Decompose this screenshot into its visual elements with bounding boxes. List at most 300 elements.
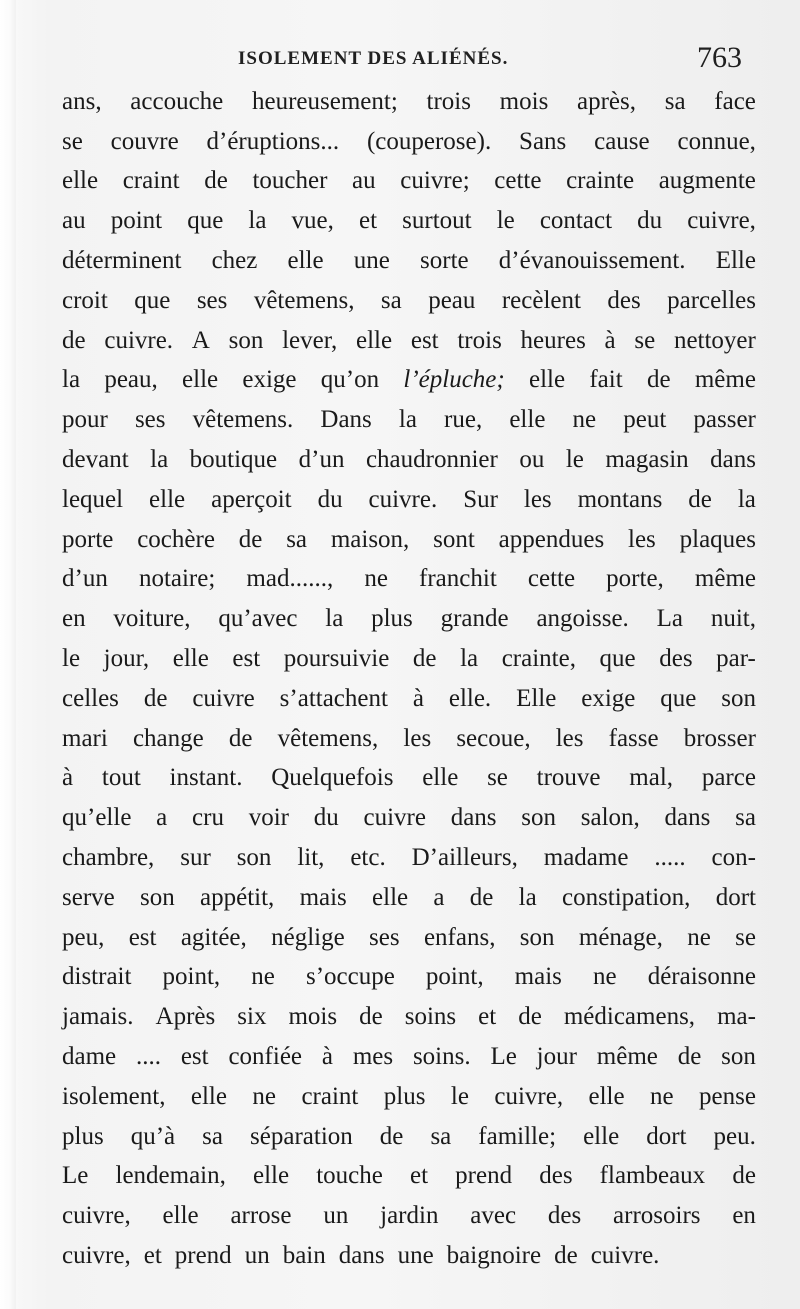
word: même [694,565,756,593]
word: elle [287,247,324,275]
word: chez [211,247,258,275]
word: plus [383,1082,426,1110]
word: .... [135,1043,161,1071]
word: elle [422,764,459,792]
word: montans [577,485,663,513]
word: nuit, [710,605,756,633]
word: du [313,804,339,832]
text-line [62,719,756,759]
word: mad......, [246,565,334,593]
word: craint [301,1082,359,1110]
word: maison, [330,525,410,553]
word: d’un [298,446,345,474]
word: se [487,764,508,792]
word: La [656,605,683,633]
word: grande [440,605,509,633]
page-left-edge [0,0,16,1309]
word: mais [299,883,347,911]
word: baignoire [446,1242,542,1269]
word: dans [450,804,497,832]
word: (couperose). [366,127,492,155]
word: plus [371,605,413,633]
word: ses [369,923,400,951]
word: croit [62,286,108,314]
text-line [62,1157,756,1197]
word: son [521,804,557,832]
word: de [677,1043,702,1071]
word: elle [372,883,409,911]
word: la [248,207,267,235]
word: à [604,326,616,354]
word: lever, [282,326,338,354]
word: elle [190,1082,227,1110]
word: Dans [320,406,372,434]
word: de [379,1122,404,1150]
word: est [410,326,439,354]
word: exige [242,366,297,394]
word: point, [162,963,221,991]
word: parce [701,764,756,792]
word: trouve [536,764,601,792]
word: chaudronnier [365,446,498,474]
text-line [62,599,756,639]
word: et [143,1242,162,1269]
word: sont [433,525,475,553]
word: à [412,684,424,712]
word: ne [364,565,388,593]
word: que [599,645,636,673]
body-text [62,82,756,1276]
word: devant [62,446,129,474]
text-line [62,520,756,560]
word: de [732,1162,756,1190]
word: ne [687,923,711,951]
word: dans [710,446,756,474]
word: dame [62,1043,117,1071]
word: sa [286,525,308,553]
word: à [62,764,74,792]
word: de [518,1003,542,1031]
word: de [359,1003,383,1031]
word: enfans, [423,923,496,951]
word: se [62,127,83,155]
word: elle [149,485,186,513]
word: peu. [713,1122,756,1150]
word: cette [527,565,576,593]
word: ménage, [578,923,663,951]
word: dort [646,1122,687,1150]
word: elle. [448,684,492,712]
word: Après [155,1003,216,1031]
word: nettoyer [673,326,756,354]
word: de [204,167,228,195]
word: crainte [566,167,635,195]
word: isolement, [62,1082,166,1110]
word: elle [253,1162,290,1190]
word: cuivre, [62,1242,131,1269]
word: toucher [252,167,328,195]
word: elle [509,406,546,434]
word: son [721,1043,756,1071]
word: sur [180,844,211,872]
word: est [180,1043,209,1071]
word: con- [711,844,756,872]
word: médicamens, [563,1003,696,1031]
word: jour [536,1043,577,1071]
word: se [634,326,656,354]
word: cuivre. [104,326,174,354]
word: cause [594,127,650,155]
word: la [737,485,756,513]
word: Elle [715,247,756,275]
word: même [596,1043,658,1071]
word: exige [581,684,636,712]
word: vêtemens, [277,724,379,752]
word: elle [529,366,566,394]
word: son [228,326,264,354]
word: même [694,366,756,394]
word: le [450,1082,469,1110]
word: recèlent [501,286,581,314]
word: craint [122,167,180,195]
word: la [150,446,169,474]
word: lendemain, [115,1162,226,1190]
word: qu’elle [62,804,132,832]
word: jamais. [62,1003,134,1031]
word: passer [693,406,756,434]
word: voir [248,804,289,832]
word: lit, [297,844,325,872]
word: arrosoirs [613,1202,701,1230]
word: dans [664,804,711,832]
word: au [352,167,376,195]
word: franchit [419,565,497,593]
word: mois [499,87,549,115]
word: voiture, [113,605,191,633]
word: de [238,525,263,553]
word: elle [182,366,219,394]
word: flambeaux [599,1162,706,1190]
word: sa [202,1122,223,1150]
word: prend [174,1242,232,1269]
word: par- [716,645,756,673]
word: rue, [444,406,483,434]
word: s’attachent [279,684,388,712]
text-line [62,82,756,122]
text-line [62,440,756,480]
word: brosser [683,724,756,752]
word: les [523,485,552,513]
word: d’un [62,565,108,593]
word: de [469,883,494,911]
word: du [317,485,343,513]
word: l’épluche; [403,366,505,394]
word: vêtemens. [192,406,294,434]
word: famille; [478,1122,557,1150]
word: la [460,645,479,673]
word: crainte, [501,645,576,673]
word: déraisonne [647,963,756,991]
word: d’éruptions... [206,127,340,155]
word: vêtemens, [253,286,355,314]
text-line [62,560,756,600]
word: surtout [402,207,472,235]
word: notaire; [138,565,216,593]
word: Le [490,1043,517,1071]
word: son [140,883,175,911]
word: pour [62,406,108,434]
word: appétit, [200,883,275,911]
word: les [555,724,584,752]
word: aperçoit [211,485,292,513]
text-line [62,201,756,241]
word: Le [62,1162,89,1190]
word: secoue, [456,724,531,752]
word: elle [62,167,99,195]
word: serve [62,883,115,911]
word: Quelquefois [271,764,394,792]
word: le [565,446,584,474]
word: fait [589,366,623,394]
word: ses [196,286,228,314]
word: le [496,207,515,235]
word: constipation, [561,883,691,911]
word: contact [539,207,613,235]
word: de [646,366,671,394]
word: se [735,923,756,951]
word: arrose [230,1202,292,1230]
word: madame [543,844,629,872]
word: lequel [62,485,124,513]
word: plaques [679,525,756,553]
word: en [62,605,86,633]
word: soins [404,1003,457,1031]
word: elle [356,326,393,354]
word: pense [699,1082,756,1110]
word: etc. [350,844,386,872]
word: est [232,645,261,673]
text-line [62,480,756,520]
text-line [62,1077,756,1117]
word: cette [494,167,542,195]
word: cuivre. [368,485,438,513]
text-line [62,321,756,361]
text-line [62,958,756,998]
word: qu’avec [218,605,298,633]
word: mal, [629,764,674,792]
word: magasin [605,446,689,474]
word: cuivre [363,804,426,832]
word: parcelles [667,286,756,314]
word: un [244,1242,270,1269]
word: six [237,1003,267,1031]
word: la [325,605,344,633]
word: poursuivie [283,645,390,673]
word: ne [251,963,275,991]
word: Elle [516,684,557,712]
word: ..... [654,844,686,872]
text-line [62,878,756,918]
word: d’évanouissement. [498,247,686,275]
word: dans [338,1242,385,1269]
word: qu’à [130,1122,176,1150]
word: la [398,406,417,434]
word: de [554,1242,578,1269]
word: ne [650,1082,674,1110]
word: agitée, [180,923,247,951]
word: s’occupe [305,963,395,991]
word: est [128,923,157,951]
word: cuivre, [62,1202,131,1230]
word: couvre [110,127,179,155]
word: plus [62,1122,104,1150]
word: boutique [189,446,278,474]
text-line [62,122,756,162]
word: D’ailleurs, [411,844,518,872]
word: angoisse. [536,605,629,633]
text-line [62,400,756,440]
text-line [62,1196,756,1236]
word: jour, [103,645,150,673]
word: son [519,923,555,951]
text-line [62,1236,756,1276]
word: cuivre [192,684,255,712]
word: augmente [658,167,756,195]
word: la [518,883,537,911]
word: ne [572,406,597,434]
text-line [62,759,756,799]
word: ne [592,963,617,991]
word: fasse [608,724,659,752]
word: cuivre, [494,1082,564,1110]
word: appendues [498,525,605,553]
word: confiée [228,1043,303,1071]
text-line [62,838,756,878]
text-line [62,997,756,1037]
word: sa [664,87,686,115]
text-line [62,1037,756,1077]
word: soins. [412,1043,471,1071]
word: mari [62,724,108,752]
word: ma- [717,1003,756,1031]
word: point [110,207,163,235]
word: sa [735,804,756,832]
word: dort [715,883,756,911]
word: heureusement; [252,87,398,115]
word: celles [62,684,119,712]
word: mais [514,963,562,991]
word: trois [426,87,471,115]
word: peu, [62,923,105,951]
word: ne [252,1082,277,1110]
word: déterminent [62,247,182,275]
running-title: ISOLEMENT DES ALIÉNÉS. [238,48,509,69]
text-line [62,162,756,202]
word: de [412,645,437,673]
word: ans, [62,87,102,115]
word: des [659,645,693,673]
word: une [353,247,390,275]
word: elle [588,1082,625,1110]
word: et [410,1162,429,1190]
word: à [321,1043,333,1071]
word: cuivre. [590,1242,660,1269]
word: instant. [169,764,243,792]
word: son [721,684,756,712]
word: de [143,684,168,712]
text-line [62,679,756,719]
word: change [132,724,204,752]
text-line [62,281,756,321]
word: peut [623,406,667,434]
word: des [607,286,641,314]
word: mes [352,1043,394,1071]
word: néglige [271,923,345,951]
word: elle [172,645,209,673]
word: ses [134,406,166,434]
word: distrait [62,963,132,991]
word: le [62,645,81,673]
word: une [397,1242,434,1269]
word: cochère [137,525,215,553]
word: qu’on [320,366,380,394]
word: que [134,286,171,314]
word: du [637,207,663,235]
word: porte [62,525,114,553]
word: de [62,326,86,354]
word: elle [583,1122,620,1150]
text-line [62,918,756,958]
word: bain [282,1242,326,1269]
word: cuivre; [400,167,470,195]
word: A [191,326,210,354]
word: touche [316,1162,383,1190]
word: des [547,1202,582,1230]
word: sa [430,1122,452,1150]
word: séparation [250,1122,353,1150]
text-line [62,639,756,679]
word: et [359,207,378,235]
word: a [156,804,168,832]
word: de [228,724,253,752]
word: tout [101,764,141,792]
word: les [403,724,432,752]
text-line [62,1117,756,1157]
word: porte, [606,565,664,593]
word: sorte [420,247,469,275]
word: elle [162,1202,199,1230]
word: avec [470,1202,517,1230]
word: accouche [130,87,224,115]
text-line [62,361,756,401]
word: les [628,525,656,553]
word: face [714,87,756,115]
word: peau, [104,366,158,394]
page-number: 763 [697,41,742,74]
word: point, [425,963,484,991]
word: et [478,1003,497,1031]
word: après, [577,87,637,115]
word: heures [520,326,586,354]
word: salon, [580,804,640,832]
word: cuivre, [687,207,756,235]
word: vue, [291,207,334,235]
word: que [187,207,224,235]
word: connue, [677,127,756,155]
word: son [236,844,272,872]
word: prend [455,1162,513,1190]
word: cru [192,804,224,832]
